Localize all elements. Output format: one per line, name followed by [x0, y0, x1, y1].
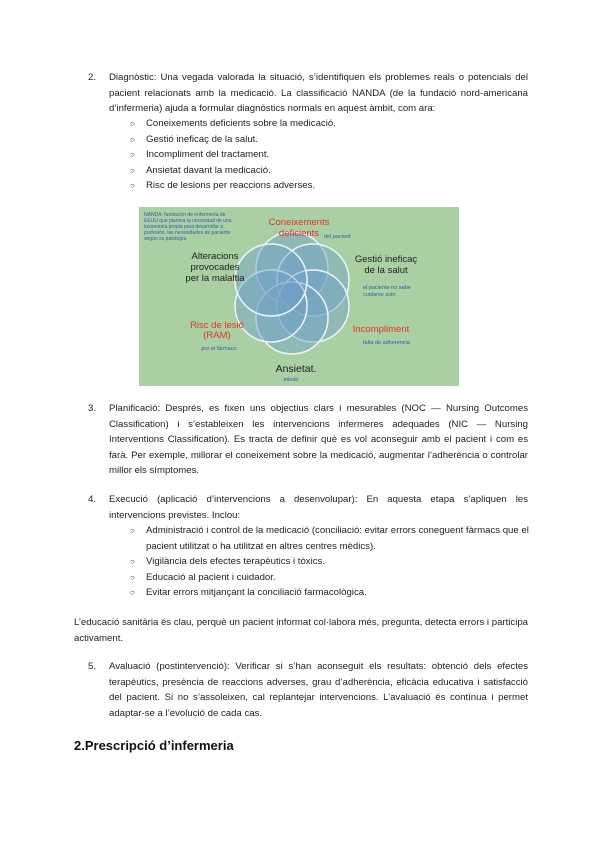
nanda-note-line: taxonomía propia para desarrollar a — [144, 224, 224, 230]
diagnostic-bullet-list — [130, 116, 530, 194]
diagnostic-item — [88, 70, 528, 117]
risk-subtitle: por el fármaco — [201, 346, 237, 352]
item-number: 3. — [88, 403, 97, 414]
risk-title: Risc de lesió — [190, 320, 244, 331]
item-number: 5. — [88, 661, 97, 672]
knowledge-title: Coneixements — [268, 217, 330, 228]
nanda-note-line: profesión, las necesidades de paciente — [144, 230, 231, 236]
list-item: ○ Risc de lesions per reaccions adverses. — [130, 178, 530, 194]
item-number: 2. — [88, 72, 97, 83]
management-title: de la salut — [364, 265, 408, 276]
noncompliance-subtitle: falta de adherencia — [363, 340, 410, 346]
diagnosis-flower — [235, 232, 349, 354]
item-number: 4. — [88, 494, 97, 505]
item-text: Planificació: Després, es fixen uns objectius clars i mesurables (NOC — Nursing Outcomes Classification) i s’estableixen les intervencions infermeres adequades (NIC — Nursing Interventions Classification). Es tracta de definir què es vol aconseguir amb el pacient i com es farà. Per exemple, millorar el coneixement sobre la medicació, augmentar l’adherència o controlar millor els símptomes. — [109, 403, 528, 476]
alterations-label: provocades — [190, 262, 240, 273]
knowledge-title: deficients — [278, 228, 320, 239]
list-item: ○ Vigilància dels efectes terapèutics i tòxics. — [130, 554, 530, 570]
planning-item — [88, 401, 528, 479]
list-item: ○ Ansietat davant la medicació. — [130, 163, 530, 179]
management-subtitle: el paciente no sabe — [363, 285, 411, 291]
list-item: ○ Gestió ineficaç de la salut. — [130, 132, 530, 148]
list-item: ○ Evitar errors mitjançant la conciliació farmacològica. — [130, 585, 530, 601]
nanda-note — [144, 212, 232, 242]
item-text: Avaluació (postintervenció): Verificar si s’han aconseguit els resultats: obtenció dels efectes terapèutics, presència de reaccions adverses, grau d’adherència, eficàcia educativa i satisfacció del pacient. Si no s’assoleixen, cal replantejar intervencions. L’avaluació és contínua i permet adaptar-se a l’evolució de cada cas. — [109, 661, 528, 719]
anxiety-subtitle: miedo — [283, 377, 299, 383]
item-text: Diagnòstic: Una vegada valorada la situació, s’identifiquen els problemes reals o potencials del pacient relacionats amb la medicació. La classificació NANDA (de la fundació nord-americana d’infermeria) ajuda a formular diagnòstics normals en aquest àmbit, com ara: — [109, 72, 528, 114]
flower-petal — [235, 244, 307, 316]
risk-title: (RAM) — [203, 330, 231, 341]
alterations-label: Alteracions — [191, 251, 239, 262]
noncompliance-title: Incompliment — [352, 324, 410, 335]
item-text: Execució (aplicació d’intervencions a desenvolupar): En aquesta etapa s’apliquen les intervencions previstes. Inclou: — [109, 494, 528, 521]
execution-bullet-list — [130, 523, 530, 601]
section-heading: 2.Prescripció d’infermeria — [74, 738, 234, 753]
nanda-diagram — [139, 207, 459, 386]
knowledge-subtitle: del pacient — [324, 234, 351, 240]
alterations-label: per la malaltia — [185, 273, 245, 284]
list-item: ○ Coneixements deficients sobre la medicació. — [130, 116, 530, 132]
anxiety-title: Ansietat. — [275, 363, 317, 375]
evaluation-item — [88, 659, 528, 721]
management-title: Gestió ineficaç — [354, 254, 418, 265]
list-item: ○ Administració i control de la medicació (conciliació: evitar errors coneguent fàrmacs que el pacient utilitzat o ha utilitzat en altres centres mèdics). — [130, 523, 530, 554]
nanda-note-line: NANDA: fundación de enfermería de — [144, 212, 226, 218]
nanda-note-line: EEUU que plantea la necesidad de una — [144, 218, 232, 224]
nanda-note-line: según su patología — [144, 236, 187, 242]
execution-item — [88, 492, 528, 523]
list-item: ○ Incompliment del tractament. — [130, 147, 530, 163]
list-item: ○ Educació al pacient i cuidador. — [130, 570, 530, 586]
management-subtitle: cuidarse solo — [363, 292, 396, 298]
education-paragraph: L’educació sanitària és clau, perquè un pacient informat col·labora més, pregunta, detecta errors i participa activament. — [74, 617, 528, 644]
